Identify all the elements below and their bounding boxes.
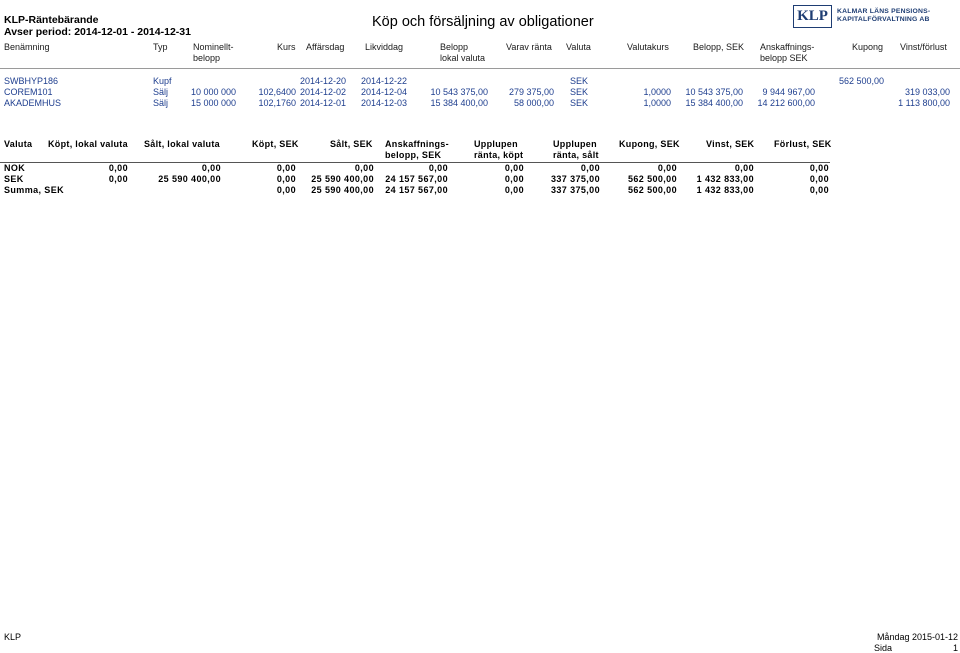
row-vinst: 1 113 800,00	[898, 98, 950, 108]
col-valuta: Valuta	[566, 42, 591, 52]
col-belopp-sek: Belopp, SEK	[693, 42, 745, 52]
col-valutakurs: Valutakurs	[627, 42, 669, 52]
sum-kopt-lokal: 0,00	[108, 163, 128, 173]
sum-kopt-sek: 0,00	[276, 163, 296, 173]
sum-kopt-sek: 0,00	[276, 185, 296, 195]
row-kupong: 562 500,00	[838, 76, 884, 86]
col-varav-ranta: Varav ränta	[506, 42, 552, 52]
logo-line-2: KAPITALFÖRVALTNING AB	[837, 16, 930, 23]
sum-forlust: 0,00	[809, 185, 829, 195]
col-nominellt-2: belopp	[193, 53, 221, 63]
row-vinst: 319 033,00	[904, 87, 950, 97]
sum-kopt-lokal: 0,00	[108, 174, 128, 184]
row-belopp: 10 543 375,00	[430, 87, 488, 97]
row-kurs: 102,1760	[258, 98, 296, 108]
sum-col-valuta: Valuta	[4, 139, 33, 149]
sum-upp-kopt: 0,00	[504, 163, 524, 173]
col-anskaff-2: belopp SEK	[760, 53, 808, 63]
row-anskaff: 14 212 600,00	[757, 98, 815, 108]
row-typ: Kupf	[153, 76, 172, 86]
footer-left: KLP	[4, 632, 22, 642]
row-valuta: SEK	[570, 87, 589, 97]
col-anskaff-1: Anskaffnings-	[760, 42, 815, 52]
sum-salt-sek: 0,00	[354, 163, 374, 173]
sum-salt-lokal: 25 590 400,00	[158, 174, 221, 184]
col-kurs: Kurs	[277, 42, 296, 52]
row-varav: 58 000,00	[513, 98, 554, 108]
sum-col-anskaff-2: belopp, SEK	[385, 150, 442, 160]
col-benamning: Benämning	[4, 42, 50, 52]
sum-upp-salt: 0,00	[580, 163, 600, 173]
row-name: SWBHYP186	[4, 76, 59, 86]
sum-kupong: 0,00	[657, 163, 677, 173]
row-valuta: SEK	[570, 98, 589, 108]
row-valutakurs: 1,0000	[643, 87, 671, 97]
sum-kupong: 562 500,00	[627, 185, 677, 195]
sum-col-kopt-lokal: Köpt, lokal valuta	[48, 139, 128, 149]
sum-col-anskaff-1: Anskaffnings-	[385, 139, 449, 149]
header-divider	[0, 68, 960, 69]
sum-col-kupong: Kupong, SEK	[619, 139, 680, 149]
sum-vinst: 0,00	[734, 163, 754, 173]
row-valuta: SEK	[570, 76, 589, 86]
sum-col-upp-kopt-1: Upplupen	[474, 139, 518, 149]
sum-col-forlust: Förlust, SEK	[774, 139, 832, 149]
klp-logo: KLP	[793, 5, 832, 28]
sum-kupong: 562 500,00	[627, 174, 677, 184]
sum-salt-sek: 25 590 400,00	[311, 174, 374, 184]
row-kurs: 102,6400	[258, 87, 296, 97]
sum-valuta: NOK	[4, 163, 26, 173]
sum-col-salt-lokal: Sålt, lokal valuta	[144, 139, 220, 149]
row-affarsdag: 2014-12-02	[300, 87, 347, 97]
col-belopp-2: lokal valuta	[440, 53, 486, 63]
footer-date: Måndag 2015-01-12	[876, 632, 958, 642]
sum-vinst: 1 432 833,00	[696, 174, 754, 184]
sum-upp-kopt: 0,00	[504, 174, 524, 184]
sum-valuta: Summa, SEK	[4, 185, 65, 195]
sum-col-upp-salt-2: ränta, sålt	[553, 150, 599, 160]
sum-col-upp-salt-1: Upplupen	[553, 139, 597, 149]
row-likviddag: 2014-12-03	[361, 98, 408, 108]
sum-salt-lokal: 0,00	[201, 163, 221, 173]
sum-upp-salt: 337 375,00	[550, 174, 600, 184]
sum-anskaff: 0,00	[428, 163, 448, 173]
col-nominellt-1: Nominellt-	[193, 42, 234, 52]
row-likviddag: 2014-12-22	[361, 76, 408, 86]
sum-col-vinst: Vinst, SEK	[706, 139, 755, 149]
sum-upp-salt: 337 375,00	[550, 185, 600, 195]
footer-page-label: Sida	[874, 643, 893, 653]
row-affarsdag: 2014-12-01	[300, 98, 347, 108]
footer-page-number: 1	[952, 643, 958, 653]
row-belopp-sek: 15 384 400,00	[685, 98, 743, 108]
sum-anskaff: 24 157 567,00	[385, 174, 448, 184]
report-title: Köp och försäljning av obligationer	[372, 14, 594, 30]
row-nominellt: 10 000 000	[190, 87, 236, 97]
row-belopp-sek: 10 543 375,00	[685, 87, 743, 97]
row-belopp: 15 384 400,00	[430, 98, 488, 108]
row-likviddag: 2014-12-04	[361, 87, 408, 97]
row-varav: 279 375,00	[508, 87, 554, 97]
sum-kopt-sek: 0,00	[276, 174, 296, 184]
sum-col-kopt-sek: Köpt, SEK	[252, 139, 299, 149]
col-likviddag: Likviddag	[365, 42, 404, 52]
sum-vinst: 1 432 833,00	[696, 185, 754, 195]
col-kupong: Kupong	[852, 42, 884, 52]
row-valutakurs: 1,0000	[643, 98, 671, 108]
row-name: AKADEMHUS	[4, 98, 62, 108]
row-typ: Sälj	[153, 87, 169, 97]
row-typ: Sälj	[153, 98, 169, 108]
sum-salt-sek: 25 590 400,00	[311, 185, 374, 195]
col-belopp-1: Belopp	[440, 42, 469, 52]
sum-anskaff: 24 157 567,00	[385, 185, 448, 195]
col-vinst: Vinst/förlust	[900, 42, 947, 52]
sum-col-upp-kopt-2: ränta, köpt	[474, 150, 524, 160]
row-nominellt: 15 000 000	[190, 98, 236, 108]
col-typ: Typ	[153, 42, 168, 52]
row-name: COREM101	[4, 87, 53, 97]
sum-upp-kopt: 0,00	[504, 185, 524, 195]
sum-valuta: SEK	[4, 174, 24, 184]
logo-line-1: KALMAR LÄNS PENSIONS-	[837, 8, 931, 15]
company-name: KLP-Räntebärande	[4, 14, 99, 26]
col-affarsdag: Affärsdag	[306, 42, 345, 52]
sum-forlust: 0,00	[809, 163, 829, 173]
period-label: Avser period: 2014-12-01 - 2014-12-31	[4, 26, 191, 38]
sum-forlust: 0,00	[809, 174, 829, 184]
row-affarsdag: 2014-12-20	[300, 76, 347, 86]
sum-col-salt-sek: Sålt, SEK	[330, 139, 373, 149]
row-anskaff: 9 944 967,00	[762, 87, 815, 97]
